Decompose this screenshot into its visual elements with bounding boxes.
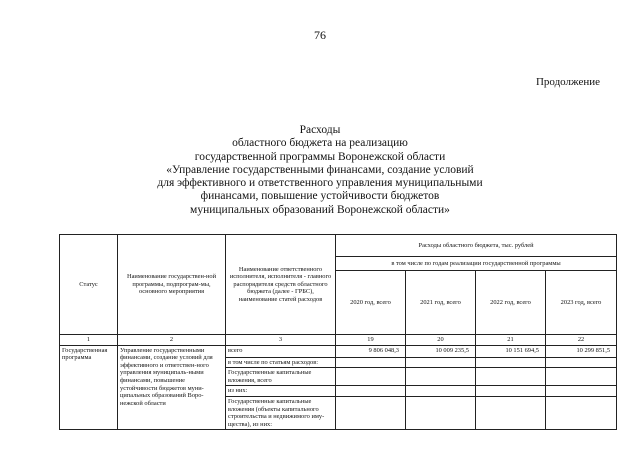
column-number: 19 [336,335,406,346]
header-year-2023: 2023 год, всего [546,271,617,335]
header-status: Статус [60,235,118,335]
value-2020 [336,396,406,429]
value-2022 [476,357,546,368]
value-2022 [476,396,546,429]
column-number: 1 [60,335,118,346]
header-year-2021: 2021 год, всего [406,271,476,335]
title-line: «Управление государственными финансами, создание условий [166,163,474,176]
row-label: Государственные капитальные вложения, всего [226,368,336,386]
row-label: из них: [226,386,336,397]
row-label: Государственные капитальные вложения (объекты капитального строительства и недвижимого иму-щества), из них: [226,396,336,429]
title-line: Расходы [299,124,341,136]
value-2023: 10 299 851,5 [546,345,617,357]
header-by-years: в том числе по годам реализации государственной программы [336,257,617,271]
program-name-cell: Управление государственными финансами, создание условий для эффективного и ответствен-ного управления муниципаль-ными финансами, повышение устойчивости бюджетов муни-ципальных образований Воро-нежской области [118,345,226,430]
value-2022 [476,368,546,386]
continuation-label: Продолжение [535,76,600,88]
column-number: 21 [476,335,546,346]
header-expenses: Расходы областного бюджета, тыс. рублей [336,235,617,257]
value-2021: 10 009 235,5 [406,345,476,357]
value-2021 [406,368,476,386]
table-row [60,345,617,357]
value-2020 [336,368,406,386]
row-label: всего [226,345,336,357]
value-2021 [406,386,476,397]
value-2022: 10 151 694,5 [476,345,546,357]
value-2020: 9 806 048,3 [336,345,406,357]
value-2021 [406,396,476,429]
title-line: областного бюджета на реализацию [232,137,408,150]
value-2020 [336,386,406,397]
budget-table [59,234,617,430]
value-2023 [546,368,617,386]
status-cell: Государственная программа [60,345,118,430]
title-line: для эффективного и ответственного управления муниципальными [157,177,483,190]
header-executor: Наименование ответственного исполнителя, исполнителя - главного распорядителя средств областного бюджета (далее - ГРБС), наименование статей расходов [226,235,336,335]
row-label: в том числе по статьям расходов: [226,357,336,368]
column-number: 20 [406,335,476,346]
header-program: Наименование государствен-ной программы, подпрограм-мы, основного мероприятия [118,235,226,335]
document-title [140,124,500,217]
column-number: 22 [546,335,617,346]
value-2020 [336,357,406,368]
title-line: муниципальных образований Воронежской области» [190,203,450,216]
value-2023 [546,386,617,397]
header-year-2022: 2022 год, всего [476,271,546,335]
value-2021 [406,357,476,368]
title-line: финансами, повышение устойчивости бюджетов [200,190,440,203]
header-year-2020: 2020 год, всего [336,271,406,335]
column-number: 3 [226,335,336,346]
title-line: государственной программы Воронежской области [194,150,446,163]
page-number: 76 [314,28,326,42]
column-number: 2 [118,335,226,346]
value-2022 [476,386,546,397]
value-2023 [546,357,617,368]
value-2023 [546,396,617,429]
